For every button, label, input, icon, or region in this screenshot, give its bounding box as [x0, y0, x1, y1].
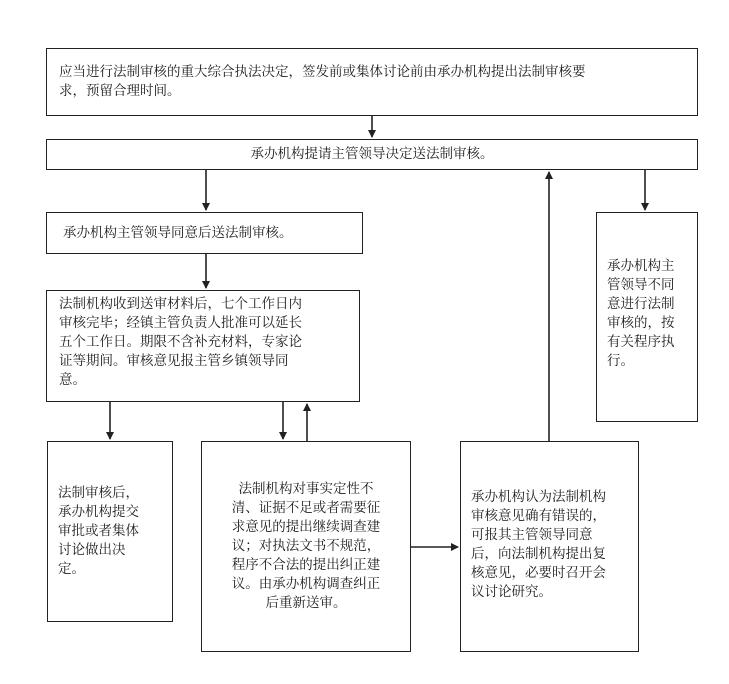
box-objection — [460, 441, 639, 652]
box-correction — [201, 441, 411, 652]
box-correction-text: 法制机构对事实定性不 清、证据不足或者需要征 求意见的提出继续调查建 议；对执法文书不规范， 程序不合法的提出纠正建 议。由承办机构调查纠正 后重新送审。 — [231, 481, 381, 611]
box-approve — [46, 212, 363, 254]
box-intro — [46, 48, 698, 116]
box-request — [46, 139, 698, 170]
box-review-text: 法制机构收到送审材料后，七个工作日内 审核完毕；经镇主管负责人批准可以延长 五个工作日。期限不含补充材料，专家论 证等期间。审核意见报主管乡镇领导同 意。 — [59, 296, 302, 388]
box-disagree-text: 承办机构主 管领导不同 意进行法制 审核的，按 有关程序执 行。 — [607, 258, 675, 369]
box-after-review — [47, 441, 173, 622]
box-intro-text: 应当进行法制审核的重大综合执法决定，签发前或集体讨论前由承办机构提出法制审核要 求，预留合理时间。 — [59, 64, 586, 99]
box-disagree — [596, 212, 698, 422]
box-after-review-text: 法制审核后， 承办机构提交 审批或者集体 讨论做出决 定。 — [58, 485, 139, 577]
box-approve-text: 承办机构主管领导同意后送法制审核。 — [63, 225, 293, 241]
box-objection-text: 承办机构认为法制机构 审核意见确有错误的， 可报其主管领导同意 后，向法制机构提出复 核意见，必要时召开会 议讨论研究。 — [471, 489, 606, 600]
box-request-text: 承办机构提请主管领导决定送法制审核。 — [250, 146, 494, 162]
box-review — [46, 290, 360, 402]
